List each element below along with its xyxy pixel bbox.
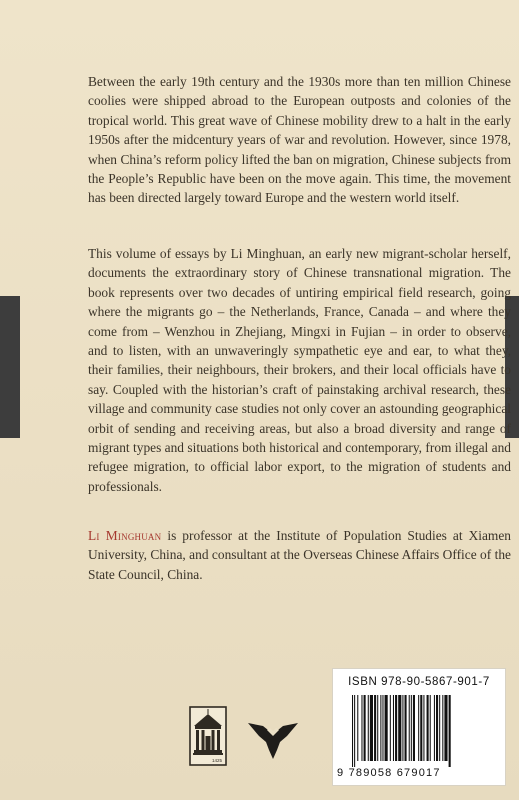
isbn-label: ISBN 978-90-5867-901-7 (348, 676, 490, 688)
barcode-bars (350, 695, 490, 767)
publisher-bird-logo-icon (247, 720, 299, 760)
university-building-logo-icon (189, 706, 227, 766)
logo-year: 1425 (212, 758, 223, 763)
author-bio (88, 526, 511, 584)
author-bio-text: is professor at the Institute of Population Studies at Xiamen University, China, and consultant at the Overseas Chinese Affairs Office of the State Council, China. (88, 528, 511, 582)
author-name: Li Minghuan (88, 528, 162, 543)
cover-edge-tab-left (0, 296, 20, 438)
blurb-paragraph-1: Between the early 19th century and the 1930s more than ten million Chinese coolies were shipped abroad to the European outposts and colonies of the tropical world. This great wave of Chinese mobility drew to a halt in the early 1950s after the midcentury years of war and revolution. However, since 1978, when China’s reform policy lifted the ban on migration, Chinese subjects from the People’s Republic have been on the move again. This time, the movement has been directed largely toward Europe and the western world itself. (88, 74, 511, 206)
blurb-paragraph-2: This volume of essays by Li Minghuan, an early new migrant-scholar herself, documents the extraordinary story of Chinese transnational migration. The book represents over two decades of untiring empirical field research, going where the migrants go – the Netherlands, France, Canada – and where they come from – Wenzhou in Zhejiang, Mingxi in Fujian – in order to observe, and to listen, with an unwaveringly sympathetic eye and ear, to what they, their families, their neighbours, their brokers, and their local officials have to say. Coupled with the historian’s craft of painstaking archival research, these village and community case studies not only cover an astounding geographical orbit of sending and receiving areas, but also a broad diversity and range of migrant types and situations both historical and contemporary, from illegal and refugee migration, to official labor export, to the migration of students and professionals. (88, 246, 511, 494)
barcode-digits: 9 789058 679017 (337, 767, 441, 779)
isbn-barcode (332, 668, 506, 786)
